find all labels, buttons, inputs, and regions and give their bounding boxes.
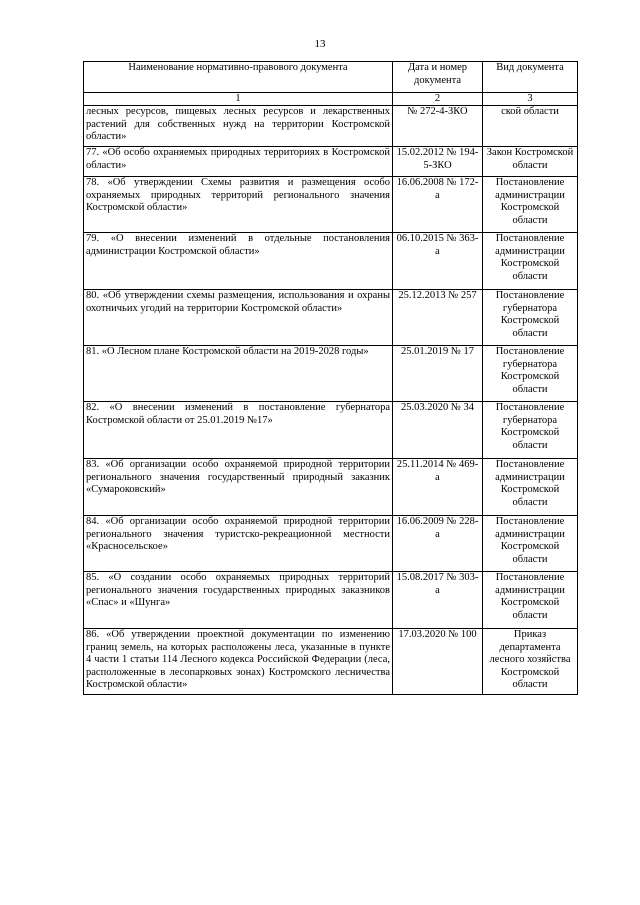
document-name: 82. «О внесении изменений в постановление губернатора Костромской области от 25.01.2019 №17» (84, 402, 393, 459)
document-name: 84. «Об организации особо охраняемой природной территории регионального значения туристско-рекреационной местности «Красносельское» (84, 516, 393, 572)
document-type: Постановление администрации Костромской области (483, 233, 578, 290)
document-date-number: 25.03.2020 № 34 (393, 402, 483, 459)
document-name: 78. «Об утверждении Схемы развития и размещения особо охраняемых природных территорий регионального значения Костромской области» (84, 177, 393, 233)
document-date-number: 06.10.2015 № 363-а (393, 233, 483, 290)
page-number: 13 (314, 38, 326, 50)
table-row (84, 516, 578, 572)
document-type: ской области (483, 106, 578, 147)
document-date-number: 25.11.2014 № 469-а (393, 459, 483, 516)
header-document-type: Вид документа (483, 62, 578, 93)
document-type: Постановление губернатора Костромской области (483, 402, 578, 459)
document-name: 85. «О создании особо охраняемых природных территорий регионального значения государственных природных заказников «Спас» и «Шунга» (84, 572, 393, 629)
document-date-number: 25.12.2013 № 257 (393, 290, 483, 346)
table-row (84, 147, 578, 177)
document-type: Постановление администрации Костромской области (483, 459, 578, 516)
document-name: 80. «Об утверждении схемы размещения, использования и охраны охотничьих угодий на территории Костромской области» (84, 290, 393, 346)
document-type: Постановление администрации Костромской области (483, 516, 578, 572)
document-type: Постановление губернатора Костромской области (483, 346, 578, 402)
table-row (84, 106, 578, 147)
documents-table (83, 61, 578, 695)
document-name: 77. «Об особо охраняемых природных территориях в Костромской области» (84, 147, 393, 177)
document-date-number: 17.03.2020 № 100 (393, 629, 483, 695)
header-date-number: Дата и номер документа (393, 62, 483, 93)
document-type: Закон Костромской области (483, 147, 578, 177)
table-header-row (84, 62, 578, 93)
column-number: 2 (393, 93, 483, 106)
header-document-name: Наименование нормативно-правового документа (84, 62, 393, 93)
document-date-number: 25.01.2019 № 17 (393, 346, 483, 402)
table-row (84, 290, 578, 346)
document-date-number: 16.06.2009 № 228-а (393, 516, 483, 572)
document-type: Приказ департамента лесного хозяйства Костромской области (483, 629, 578, 695)
document-date-number: 15.08.2017 № 303-а (393, 572, 483, 629)
document-name: лесных ресурсов, пищевых лесных ресурсов и лекарственных растений для собственных нужд на территории Костромской области» (84, 106, 393, 147)
document-name: 79. «О внесении изменений в отдельные постановления администрации Костромской области» (84, 233, 393, 290)
column-number-row (84, 93, 578, 106)
table-row (84, 233, 578, 290)
table-row (84, 459, 578, 516)
table-row (84, 629, 578, 695)
document-date-number: 15.02.2012 № 194-5-ЗКО (393, 147, 483, 177)
table-row (84, 177, 578, 233)
document-name: 86. «Об утверждении проектной документации по изменению границ земель, на которых расположены леса, указанные в пункте 4 части 1 статьи 114 Лесного кодекса Российской Федерации (леса, расположенные в лесопарковых зонах) Костромского лесничества Костромской области» (84, 629, 393, 695)
table-row (84, 572, 578, 629)
table-row (84, 402, 578, 459)
column-number: 3 (483, 93, 578, 106)
document-type: Постановление администрации Костромской области (483, 177, 578, 233)
document-name: 83. «Об организации особо охраняемой природной территории регионального значения государственный природный заказник «Сумароковский» (84, 459, 393, 516)
document-date-number: № 272-4-ЗКО (393, 106, 483, 147)
document-name: 81. «О Лесном плане Костромской области на 2019-2028 годы» (84, 346, 393, 402)
table-row (84, 346, 578, 402)
document-type: Постановление губернатора Костромской области (483, 290, 578, 346)
document-date-number: 16.06.2008 № 172-а (393, 177, 483, 233)
column-number: 1 (84, 93, 393, 106)
document-type: Постановление администрации Костромской области (483, 572, 578, 629)
